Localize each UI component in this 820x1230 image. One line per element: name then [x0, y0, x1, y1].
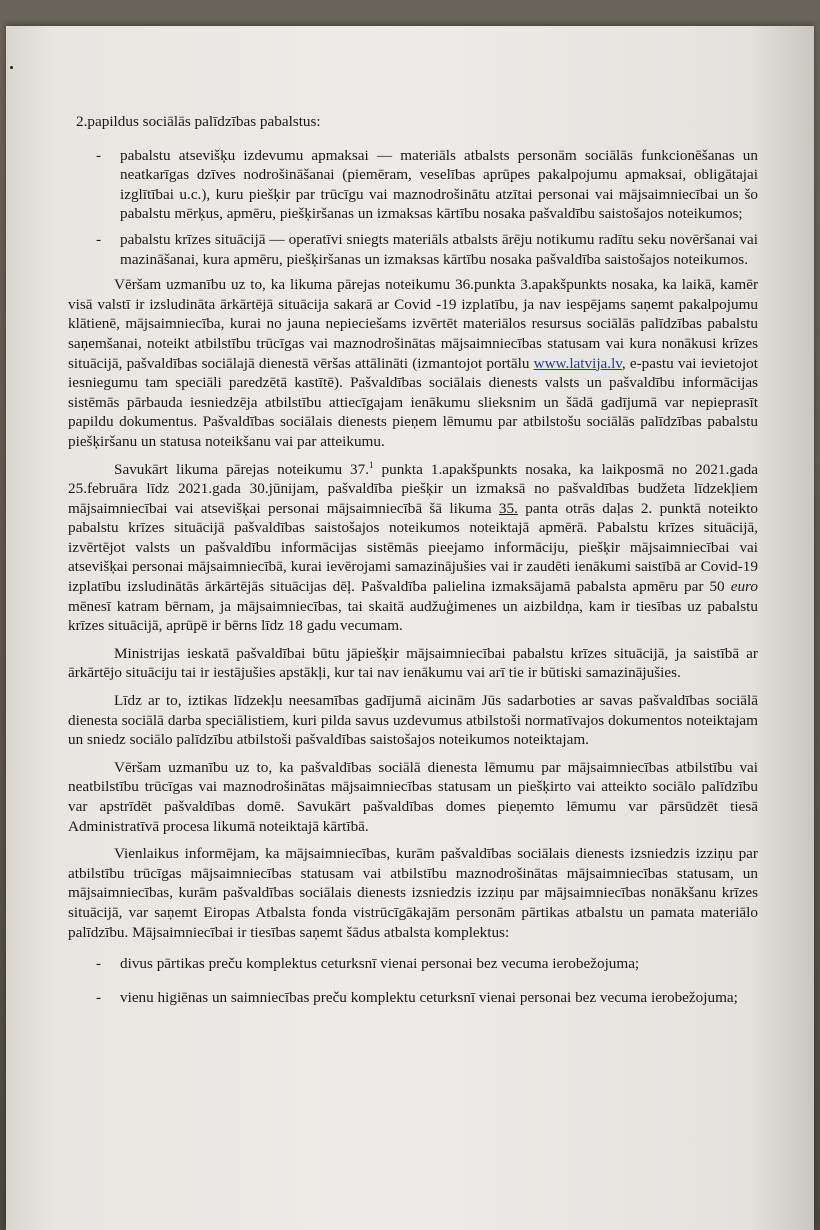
benefit-list	[68, 146, 758, 270]
paragraph-appeal: Vēršam uzmanību uz to, ka pašvaldības sociālā dienesta lēmumu par mājsaimniecības atbilstību vai neatbilstību trūcīgas vai maznodrošinātas mājsaimniecības statusam un piešķirto vai atteikto sociālo palīdzību var apstrīdēt pašvaldības domē. Savukārt pašvaldības domes pieņemto lēmumu var pārsūdzēt tiesā Administratīvā procesa likumā noteiktajā kārtībā.	[68, 758, 758, 835]
document-body	[68, 112, 758, 1021]
currency-italic: euro	[730, 578, 758, 596]
paragraph-text: Vēršam uzmanību uz to, ka likuma pārejas noteikumu 36.punkta 3.apakšpunkts nosaka, ka laikā, kamēr visā valstī ir izsludināta ārkārtējā situācija sakarā ar Covid -19 izplatību, ja nav iespējams saņemt pakalpojumu klātienē, mājsaimniecība, kurai no jauna nepieciešams izvērtēt materiālos resursus sociālās palīdzības pabalstu saņemšanai, noteikt atbilstību trūcīgas vai maznodrošinātas mājsaimniecības statusam vai kura nonākusi krīzes situācijā, pašvaldības sociālajā dienestā vēršas attālināti (izmantojot portālu	[68, 276, 758, 372]
paragraph-covid-remote	[68, 275, 758, 451]
list-dash: -	[96, 955, 102, 973]
paragraph-text: , e-pastu vai ievietojot iesniegumu tam speciāli paredzētā kastītē). Pašvaldības sociālais dienests valsts un pašvaldību informācijas sistēmās pārbauda iesniedzēja atbilstību attiecīgajam ienākumu slieksnim un šādā gadījumā var nepieprasīt papildu dokumentus. Pašvaldības sociālais dienests pieņem lēmumu par atbilstošu sociālās palīdzības pabalstu piešķiršanu un statusa noteikšanu vai par atteikumu.	[68, 354, 758, 450]
list-item	[68, 988, 758, 1008]
list-item-text: divus pārtikas preču komplektus ceturksnī vienai personai bez vecuma ierobežojuma;	[120, 955, 640, 973]
paragraph-crisis-benefit	[68, 460, 758, 636]
paragraph-text: mēnesī katram bērnam, ja mājsaimniecības, tai skaitā audžuģimenes un aizbildņa, kam ir tiesības uz pabalstu krīzes situācijā, aprūpē ir bērns līdz 18 gadu vecumam.	[68, 597, 758, 635]
list-item-text: vienu higiēnas un saimniecības preču komplektu ceturksnī vienai personai bez vecuma ierobežojuma;	[120, 988, 738, 1006]
paragraph-cooperate: Līdz ar to, iztikas līdzekļu neesamības gadījumā aicinām Jūs sadarboties ar savas pašvaldības sociālā dienesta sociālā darba speciālistiem, kuri pilda savus uzdevumus atbilstoši normatīvajos dokumentos noteiktajam un sniedz sociālo palīdzību atbilstoši pašvaldības saistošajos noteikumos noteiktajam.	[68, 692, 758, 749]
paper-speck	[10, 66, 13, 69]
underlined-ref: 35.	[498, 499, 518, 517]
paper-sheet	[6, 26, 814, 1230]
paragraph-text: panta otrās daļas 2. punktā noteikto pabalstu krīzes situācijā pašvaldības saistošajos noteikumos noteiktajā apmērā. Pabalstu krīzes situācijā, izvērtējot valsts un pašvaldību informācijas sistēmās pieejamo informāciju, piešķir mājsaimniecībai vai atsevišķai personai mājsaimniecībā, kurai ievērojami samazinājušies vai ir zaudēti ienākumi saistībā ar Covid-19 izplatību izsludinātās ārkārtējās situācijas dēļ. Pašvaldība palielina izmaksājamā pabalsta apmēru par 50	[68, 499, 759, 596]
paragraph-text: punkta 1.apakšpunkts nosaka, ka laikposmā no 2021.gada 25.februāra līdz 2021.gada 30.jūnijam, pašvaldība piešķir un izmaksā no pašvaldības budžeta līdzekļiem mājsaimniecībai vai atsevišķai personai mājsaimniecībā šā likuma	[68, 460, 758, 517]
portal-link[interactable]: www.latvija.lv	[533, 354, 622, 372]
list-item-text: pabalstu krīzes situācijā — operatīvi sniegts materiāls atbalsts ārēju notikumu radītu seku novēršanai vai mazināšanai, kura apmēru, piešķiršanas un izmaksas kārtību nosaka pašvaldība saistošajos noteikumos.	[120, 230, 758, 268]
list-dash: -	[96, 988, 102, 1006]
paragraph-eu-fund: Vienlaikus informējam, ka mājsaimniecības, kurām pašvaldības sociālais dienests izsniedzis izziņu par atbilstību trūcīgas mājsaimniecības statusam vai atbilstību maznodrošinātas mājsaimniecības statusam, un mājsaimniecības, kurām pašvaldības sociālais dienests izsniedzis izziņu par mājsaimniecības nonākšanu krīzes situācijā, var saņemt Eiropas Atbalsta fonda vistrūcīgākajām personām pārtikas atbalstu un pamata materiālo palīdzību. Mājsaimniecībai ir tiesības saņemt šādus atbalsta komplektus:	[68, 845, 758, 941]
paragraph-text: Savukārt likuma pārejas noteikumu 37.	[114, 460, 370, 478]
paragraph-ministry: Ministrijas ieskatā pašvaldībai būtu jāpiešķir mājsaimniecībai pabalstu krīzes situācijā, ja saistībā ar ārkārtējo situāciju tai ir iestājušies apstākļi, kur tai nav ienākumu vai arī tie ir būtiski samazinājušies.	[68, 644, 758, 682]
list-dash: -	[96, 230, 102, 248]
section-heading: 2.papildus sociālās palīdzības pabalstus:	[76, 113, 321, 130]
support-kit-list	[68, 954, 758, 1007]
list-item	[68, 146, 758, 224]
superscript: 1	[369, 459, 374, 470]
list-dash: -	[96, 146, 102, 164]
list-item-text: pabalstu atsevišķu izdevumu apmaksai — materiāls atbalsts personām sociālās funkcionēšanas un neatkarīgas dzīves nodrošināšanai (piemēram, veselības aprūpes pakalpojumu apmaksai, obligātajai izglītībai u.c.), kuru piešķir par trūcīgu vai maznodrošinātu atzītai personai vai mājsaimniecībai un šo pabalstu mērķus, apmēru, piešķiršanas un izmaksas kārtību nosaka pašvaldību saistošajos noteikumos;	[120, 146, 758, 223]
list-item	[68, 230, 758, 269]
list-item	[68, 954, 758, 974]
